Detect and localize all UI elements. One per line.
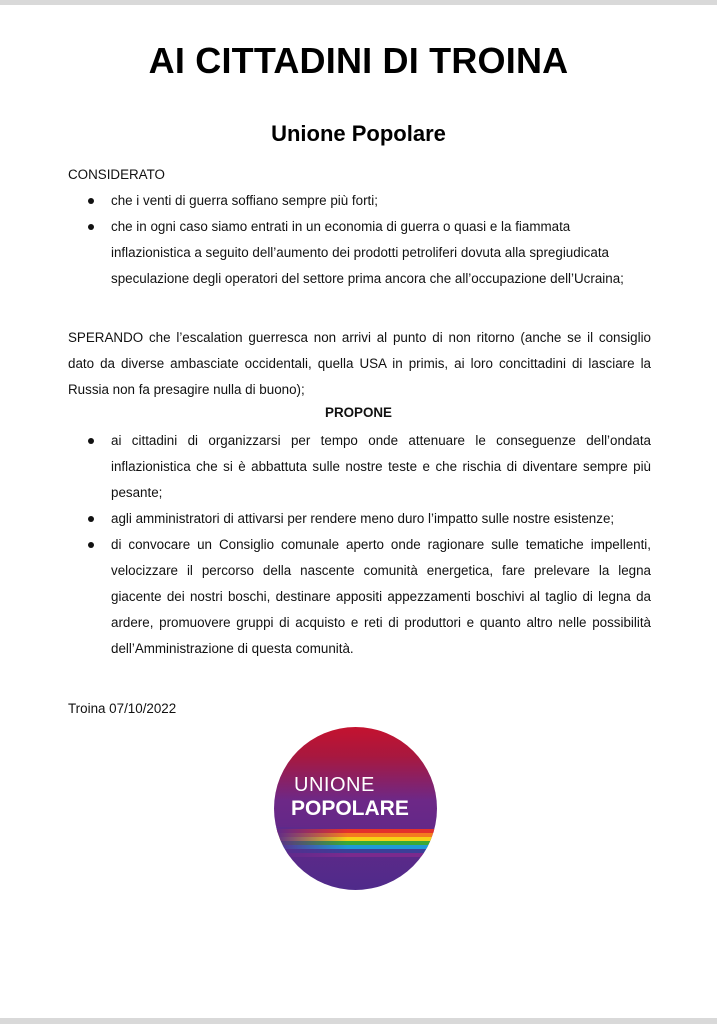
sperando-paragraph: SPERANDO che l’escalation guerresca non arrivi al punto di non ritorno (anche se il consiglio dato da diverse ambasciate occidentali, quella USA in primis, ai loro concittadini di lasciare la Russia non fa presagire nulla di buono);: [68, 330, 651, 397]
propone-list: [111, 428, 651, 662]
logo-text-unione: UNIONE: [294, 774, 375, 796]
bullet-icon: [88, 198, 94, 204]
list-item-text: agli amministratori di attivarsi per rendere meno duro l’impatto sulle nostre esistenze;: [111, 511, 615, 526]
list-item-text: che i venti di guerra soffiano sempre più forti;: [111, 193, 378, 208]
list-item-text: di convocare un Consiglio comunale aperto onde ragionare sulle tematiche impellenti, velocizzare il percorso della nascente comunità energetica, fare prelevare la legna giacente dei nostri boschi, destinare appositi appezzamenti boschivi al taglio di legna da ardere, promuovere gruppi di acquisto e reti di produttori e quanto altro nelle possibilità dell’Amministrazione di questa comunità.: [111, 537, 651, 656]
list-item: [111, 532, 651, 662]
bullet-icon: [88, 542, 94, 548]
propone-heading: PROPONE: [325, 405, 392, 420]
logo-circle-icon: [274, 727, 437, 890]
considerato-label: CONSIDERATO: [68, 167, 165, 182]
bullet-icon: [88, 224, 94, 230]
list-item: [111, 188, 651, 214]
list-item-text: che in ogni caso siamo entrati in un economia di guerra o quasi e la fiammata inflazionistica a seguito dell’aumento dei prodotti petroliferi dovuta alla spregiudicata speculazione degli operatori del settore prima ancora che all’occupazione dell’Ucraina;: [111, 219, 624, 286]
list-item: [111, 214, 651, 292]
page-subtitle: Unione Popolare: [271, 121, 446, 146]
list-item: [111, 506, 651, 532]
unione-popolare-logo: [274, 727, 437, 890]
bottom-edge: [0, 1018, 717, 1024]
date-signature: Troina 07/10/2022: [68, 701, 177, 716]
logo-text-popolare: POPOLARE: [291, 797, 409, 820]
page-title: AI CITTADINI DI TROINA: [148, 40, 569, 81]
list-item: [111, 428, 651, 506]
considerato-list: [111, 188, 651, 292]
list-item-text: ai cittadini di organizzarsi per tempo onde attenuare le conseguenze dell’ondata inflazionistica che si è abbattuta sulle nostre teste e che rischia di diventare sempre più pesante;: [111, 433, 651, 500]
bullet-icon: [88, 438, 94, 444]
bullet-icon: [88, 516, 94, 522]
